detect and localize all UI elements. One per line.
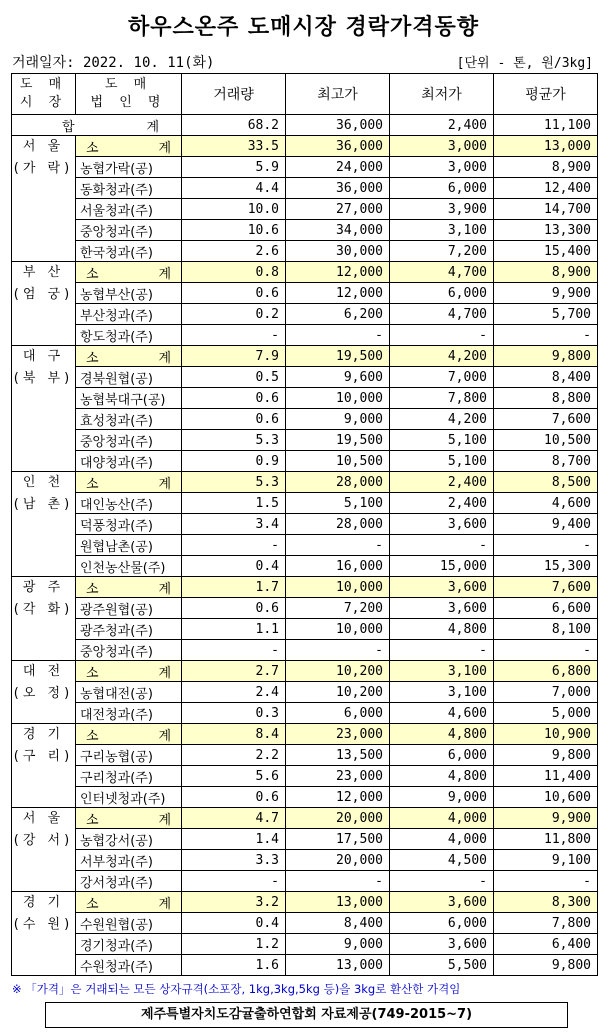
- cell-max: -: [286, 535, 390, 556]
- cell-min: 7,000: [390, 367, 494, 388]
- cell-volume: 10.6: [182, 220, 286, 241]
- subtotal-row: [12, 892, 598, 913]
- subtotal-min: 3,000: [390, 136, 494, 157]
- cell-min: 6,000: [390, 913, 494, 934]
- table-row: [12, 283, 598, 304]
- subtotal-min: 2,400: [390, 472, 494, 493]
- cell-volume: 0.6: [182, 787, 286, 808]
- cell-volume: 0.3: [182, 703, 286, 724]
- subtotal-volume: 4.7: [182, 808, 286, 829]
- price-table: [11, 73, 598, 976]
- cell-volume: 1.4: [182, 829, 286, 850]
- cell-min: 3,100: [390, 682, 494, 703]
- total-label: 합 계: [12, 115, 182, 136]
- subtotal-row: [12, 136, 598, 157]
- table-row: [12, 409, 598, 430]
- subtotal-avg: 13,000: [494, 136, 598, 157]
- cell-max: 36,000: [286, 178, 390, 199]
- cell-volume: 0.6: [182, 283, 286, 304]
- market-name: [12, 724, 76, 808]
- firm-name: 경북원협(공): [76, 367, 182, 388]
- cell-volume: 0.6: [182, 598, 286, 619]
- cell-avg: 9,400: [494, 514, 598, 535]
- cell-volume: 2.2: [182, 745, 286, 766]
- cell-volume: -: [182, 325, 286, 346]
- cell-volume: 1.5: [182, 493, 286, 514]
- subtotal-label: 소 계: [76, 136, 182, 157]
- market-name: [12, 136, 76, 262]
- subtotal-row: [12, 262, 598, 283]
- firm-name: 농협대전(공): [76, 682, 182, 703]
- subtotal-min: 4,200: [390, 346, 494, 367]
- subtotal-label: 소 계: [76, 346, 182, 367]
- subtotal-volume: 8.4: [182, 724, 286, 745]
- cell-max: 20,000: [286, 850, 390, 871]
- table-row: [12, 787, 598, 808]
- cell-avg: 9,800: [494, 955, 598, 976]
- table-row: [12, 367, 598, 388]
- cell-min: 2,400: [390, 493, 494, 514]
- cell-volume: -: [182, 535, 286, 556]
- market-city: 서 울: [22, 811, 65, 826]
- cell-min: 4,200: [390, 409, 494, 430]
- firm-name: 대인농산(주): [76, 493, 182, 514]
- header-avg: 평균가: [494, 74, 598, 115]
- market-city: 경 기: [22, 895, 65, 910]
- cell-volume: 1.1: [182, 619, 286, 640]
- cell-min: 4,500: [390, 850, 494, 871]
- table-row: [12, 829, 598, 850]
- cell-max: 9,000: [286, 934, 390, 955]
- table-row: [12, 640, 598, 661]
- subtotal-min: 4,700: [390, 262, 494, 283]
- table-row: [12, 556, 598, 577]
- cell-max: 6,200: [286, 304, 390, 325]
- cell-min: 5,100: [390, 430, 494, 451]
- cell-max: -: [286, 871, 390, 892]
- cell-min: 9,000: [390, 787, 494, 808]
- cell-avg: 8,900: [494, 157, 598, 178]
- trade-date: 거래일자: 2022. 10. 11(화): [12, 55, 215, 71]
- firm-name: 구리농협(공): [76, 745, 182, 766]
- market-city: 서 울: [22, 139, 65, 154]
- table-row: [12, 913, 598, 934]
- table-row: [12, 430, 598, 451]
- total-min: 2,400: [390, 115, 494, 136]
- total-row: [12, 115, 598, 136]
- firm-name: 효성청과(주): [76, 409, 182, 430]
- cell-volume: -: [182, 640, 286, 661]
- market-district: (오 정): [13, 686, 74, 701]
- cell-max: 12,000: [286, 787, 390, 808]
- subtotal-volume: 2.7: [182, 661, 286, 682]
- market-district: (엄 궁): [13, 287, 74, 302]
- subtotal-max: 10,200: [286, 661, 390, 682]
- cell-max: 17,500: [286, 829, 390, 850]
- subtotal-row: [12, 577, 598, 598]
- subtotal-volume: 33.5: [182, 136, 286, 157]
- table-row: [12, 178, 598, 199]
- firm-name: 원협남촌(공): [76, 535, 182, 556]
- market-name: [12, 577, 76, 661]
- subtotal-min: 4,000: [390, 808, 494, 829]
- subtotal-row: [12, 724, 598, 745]
- cell-min: 6,000: [390, 745, 494, 766]
- cell-volume: 4.4: [182, 178, 286, 199]
- cell-avg: 9,900: [494, 283, 598, 304]
- cell-min: -: [390, 325, 494, 346]
- cell-avg: 7,600: [494, 409, 598, 430]
- market-district: (수 원): [13, 917, 74, 932]
- cell-volume: 0.6: [182, 409, 286, 430]
- market-city: 경 기: [22, 727, 65, 742]
- cell-max: 13,500: [286, 745, 390, 766]
- firm-name: 한국청과(주): [76, 241, 182, 262]
- cell-max: 34,000: [286, 220, 390, 241]
- cell-min: 3,600: [390, 514, 494, 535]
- cell-volume: 10.0: [182, 199, 286, 220]
- subtotal-max: 28,000: [286, 472, 390, 493]
- subtotal-volume: 5.3: [182, 472, 286, 493]
- cell-max: 12,000: [286, 283, 390, 304]
- cell-avg: 12,400: [494, 178, 598, 199]
- table-row: [12, 535, 598, 556]
- table-row: [12, 766, 598, 787]
- cell-avg: 4,600: [494, 493, 598, 514]
- cell-min: 4,800: [390, 766, 494, 787]
- market-name: [12, 808, 76, 892]
- table-row: [12, 934, 598, 955]
- table-row: [12, 451, 598, 472]
- firm-name: 광주청과(주): [76, 619, 182, 640]
- subtotal-label: 소 계: [76, 808, 182, 829]
- market-city: 대 전: [22, 664, 65, 679]
- subtotal-row: [12, 472, 598, 493]
- market-city: 광 주: [22, 580, 65, 595]
- cell-avg: 6,400: [494, 934, 598, 955]
- market-city: 인 천: [22, 475, 65, 490]
- table-row: [12, 598, 598, 619]
- subtotal-max: 23,000: [286, 724, 390, 745]
- table-row: [12, 325, 598, 346]
- cell-avg: 11,400: [494, 766, 598, 787]
- subtotal-avg: 7,600: [494, 577, 598, 598]
- table-row: [12, 304, 598, 325]
- market-name: [12, 472, 76, 577]
- subtotal-avg: 9,900: [494, 808, 598, 829]
- total-max: 36,000: [286, 115, 390, 136]
- cell-volume: 1.6: [182, 955, 286, 976]
- subtotal-label: 소 계: [76, 262, 182, 283]
- cell-min: 7,800: [390, 388, 494, 409]
- subtotal-label: 소 계: [76, 577, 182, 598]
- table-row: [12, 514, 598, 535]
- subtotal-row: [12, 346, 598, 367]
- subtotal-max: 36,000: [286, 136, 390, 157]
- cell-min: 7,200: [390, 241, 494, 262]
- cell-avg: 10,600: [494, 787, 598, 808]
- firm-name: 인터넷청과(주): [76, 787, 182, 808]
- table-row: [12, 199, 598, 220]
- subtotal-volume: 0.8: [182, 262, 286, 283]
- cell-min: 3,600: [390, 934, 494, 955]
- firm-name: 중앙청과(주): [76, 220, 182, 241]
- subtotal-avg: 8,500: [494, 472, 598, 493]
- cell-avg: 8,100: [494, 619, 598, 640]
- table-row: [12, 703, 598, 724]
- firm-name: 덕풍청과(주): [76, 514, 182, 535]
- cell-max: 9,600: [286, 367, 390, 388]
- cell-avg: 9,800: [494, 745, 598, 766]
- cell-max: 19,500: [286, 430, 390, 451]
- market-city: 부 산: [22, 265, 65, 280]
- cell-avg: 8,400: [494, 367, 598, 388]
- firm-name: 동화청과(주): [76, 178, 182, 199]
- cell-volume: 2.4: [182, 682, 286, 703]
- subtotal-row: [12, 808, 598, 829]
- cell-volume: 0.4: [182, 556, 286, 577]
- cell-max: 13,000: [286, 955, 390, 976]
- firm-name: 농협북대구(공): [76, 388, 182, 409]
- table-row: [12, 682, 598, 703]
- cell-avg: -: [494, 325, 598, 346]
- market-district: (각 화): [13, 602, 74, 617]
- cell-min: -: [390, 871, 494, 892]
- subtotal-volume: 3.2: [182, 892, 286, 913]
- cell-avg: -: [494, 535, 598, 556]
- cell-avg: 5,000: [494, 703, 598, 724]
- cell-min: 4,800: [390, 619, 494, 640]
- firm-name: 수원원협(공): [76, 913, 182, 934]
- table-row: [12, 955, 598, 976]
- cell-volume: 0.2: [182, 304, 286, 325]
- cell-max: 16,000: [286, 556, 390, 577]
- table-row: [12, 241, 598, 262]
- subtotal-label: 소 계: [76, 661, 182, 682]
- cell-volume: 1.2: [182, 934, 286, 955]
- cell-max: 10,000: [286, 388, 390, 409]
- cell-min: -: [390, 535, 494, 556]
- cell-max: 7,200: [286, 598, 390, 619]
- firm-name: 대양청과(주): [76, 451, 182, 472]
- firm-name: 광주원협(공): [76, 598, 182, 619]
- firm-name: 중앙청과(주): [76, 430, 182, 451]
- header-row: [12, 74, 598, 115]
- firm-name: 농협부산(공): [76, 283, 182, 304]
- cell-max: -: [286, 325, 390, 346]
- market-district: (가 락): [13, 161, 74, 176]
- firm-name: 농협강서(공): [76, 829, 182, 850]
- cell-volume: 5.9: [182, 157, 286, 178]
- table-row: [12, 745, 598, 766]
- cell-avg: 11,800: [494, 829, 598, 850]
- subtotal-max: 12,000: [286, 262, 390, 283]
- subtotal-max: 10,000: [286, 577, 390, 598]
- cell-min: 15,000: [390, 556, 494, 577]
- firm-name: 중앙청과(주): [76, 640, 182, 661]
- subtotal-label: 소 계: [76, 472, 182, 493]
- subtotal-min: 3,600: [390, 892, 494, 913]
- subtotal-volume: 7.9: [182, 346, 286, 367]
- cell-min: 4,600: [390, 703, 494, 724]
- cell-volume: 0.6: [182, 388, 286, 409]
- cell-min: 3,000: [390, 157, 494, 178]
- table-row: [12, 619, 598, 640]
- cell-min: -: [390, 640, 494, 661]
- cell-avg: 6,600: [494, 598, 598, 619]
- header-min: 최저가: [390, 74, 494, 115]
- cell-avg: 9,100: [494, 850, 598, 871]
- cell-min: 4,000: [390, 829, 494, 850]
- cell-avg: 15,300: [494, 556, 598, 577]
- subtotal-min: 3,600: [390, 577, 494, 598]
- cell-max: 8,400: [286, 913, 390, 934]
- cell-avg: 10,500: [494, 430, 598, 451]
- firm-name: 부산청과(주): [76, 304, 182, 325]
- cell-volume: 0.9: [182, 451, 286, 472]
- cell-volume: 3.3: [182, 850, 286, 871]
- cell-max: 10,500: [286, 451, 390, 472]
- cell-max: 9,000: [286, 409, 390, 430]
- unit-note: [단위 - 톤, 원/3kg]: [456, 56, 593, 71]
- cell-volume: -: [182, 871, 286, 892]
- subtotal-avg: 8,300: [494, 892, 598, 913]
- firm-name: 경기청과(주): [76, 934, 182, 955]
- firm-name: 항도청과(주): [76, 325, 182, 346]
- cell-min: 6,000: [390, 178, 494, 199]
- firm-name: 인천농산물(주): [76, 556, 182, 577]
- cell-avg: -: [494, 871, 598, 892]
- cell-volume: 0.4: [182, 913, 286, 934]
- header-market: 도 매 시 장: [12, 74, 76, 115]
- subtotal-max: 13,000: [286, 892, 390, 913]
- cell-max: 30,000: [286, 241, 390, 262]
- cell-min: 6,000: [390, 283, 494, 304]
- firm-name: 서울청과(주): [76, 199, 182, 220]
- subtotal-avg: 9,800: [494, 346, 598, 367]
- firm-name: 대전청과(주): [76, 703, 182, 724]
- subtotal-min: 4,800: [390, 724, 494, 745]
- cell-avg: 8,700: [494, 451, 598, 472]
- market-name: [12, 661, 76, 724]
- header-volume: 거래량: [182, 74, 286, 115]
- table-row: [12, 871, 598, 892]
- cell-min: 3,600: [390, 598, 494, 619]
- cell-min: 3,900: [390, 199, 494, 220]
- market-city: 대 구: [22, 349, 65, 364]
- cell-avg: 8,800: [494, 388, 598, 409]
- market-district: (구 리): [13, 749, 74, 764]
- firm-name: 강서청과(주): [76, 871, 182, 892]
- cell-volume: 3.4: [182, 514, 286, 535]
- footnote: ※ 「가격」은 거래되는 모든 상자규격(소포장, 1kg,3kg,5kg 등)을 3kg로 환산한 가격임: [12, 982, 461, 996]
- cell-avg: 15,400: [494, 241, 598, 262]
- source-credit: 제주특별자치도감귤출하연합회 자료제공(749-2015~7): [45, 1002, 568, 1028]
- firm-name: 서부청과(주): [76, 850, 182, 871]
- report-title: 하우스온주 도매시장 경락가격동향: [127, 15, 480, 40]
- market-district: (북 부): [13, 371, 74, 386]
- cell-max: 10,200: [286, 682, 390, 703]
- subtotal-label: 소 계: [76, 724, 182, 745]
- market-name: [12, 892, 76, 976]
- cell-volume: 5.6: [182, 766, 286, 787]
- cell-volume: 0.5: [182, 367, 286, 388]
- header-max: 최고가: [286, 74, 390, 115]
- cell-avg: 7,800: [494, 913, 598, 934]
- cell-max: 24,000: [286, 157, 390, 178]
- subtotal-min: 3,100: [390, 661, 494, 682]
- cell-max: 28,000: [286, 514, 390, 535]
- table-row: [12, 493, 598, 514]
- market-district: (강 서): [13, 833, 74, 848]
- subtotal-max: 19,500: [286, 346, 390, 367]
- total-avg: 11,100: [494, 115, 598, 136]
- cell-avg: -: [494, 640, 598, 661]
- table-row: [12, 850, 598, 871]
- report-meta: [12, 52, 597, 72]
- cell-volume: 5.3: [182, 430, 286, 451]
- market-name: [12, 346, 76, 472]
- cell-max: 5,100: [286, 493, 390, 514]
- header-firm: 도 매 법 인 명: [76, 74, 182, 115]
- total-volume: 68.2: [182, 115, 286, 136]
- subtotal-avg: 10,900: [494, 724, 598, 745]
- cell-min: 5,100: [390, 451, 494, 472]
- subtotal-max: 20,000: [286, 808, 390, 829]
- cell-max: 10,000: [286, 619, 390, 640]
- market-name: [12, 262, 76, 346]
- firm-name: 수원청과(주): [76, 955, 182, 976]
- cell-avg: 13,300: [494, 220, 598, 241]
- cell-avg: 5,700: [494, 304, 598, 325]
- subtotal-volume: 1.7: [182, 577, 286, 598]
- subtotal-label: 소 계: [76, 892, 182, 913]
- cell-volume: 2.6: [182, 241, 286, 262]
- subtotal-avg: 6,800: [494, 661, 598, 682]
- cell-max: 23,000: [286, 766, 390, 787]
- cell-max: -: [286, 640, 390, 661]
- firm-name: 농협가락(공): [76, 157, 182, 178]
- cell-avg: 14,700: [494, 199, 598, 220]
- table-row: [12, 388, 598, 409]
- cell-min: 4,700: [390, 304, 494, 325]
- cell-min: 3,100: [390, 220, 494, 241]
- market-district: (남 촌): [13, 497, 74, 512]
- firm-name: 구리청과(주): [76, 766, 182, 787]
- cell-max: 6,000: [286, 703, 390, 724]
- cell-max: 27,000: [286, 199, 390, 220]
- subtotal-row: [12, 661, 598, 682]
- subtotal-avg: 8,900: [494, 262, 598, 283]
- table-row: [12, 220, 598, 241]
- table-row: [12, 157, 598, 178]
- cell-avg: 7,000: [494, 682, 598, 703]
- cell-min: 5,500: [390, 955, 494, 976]
